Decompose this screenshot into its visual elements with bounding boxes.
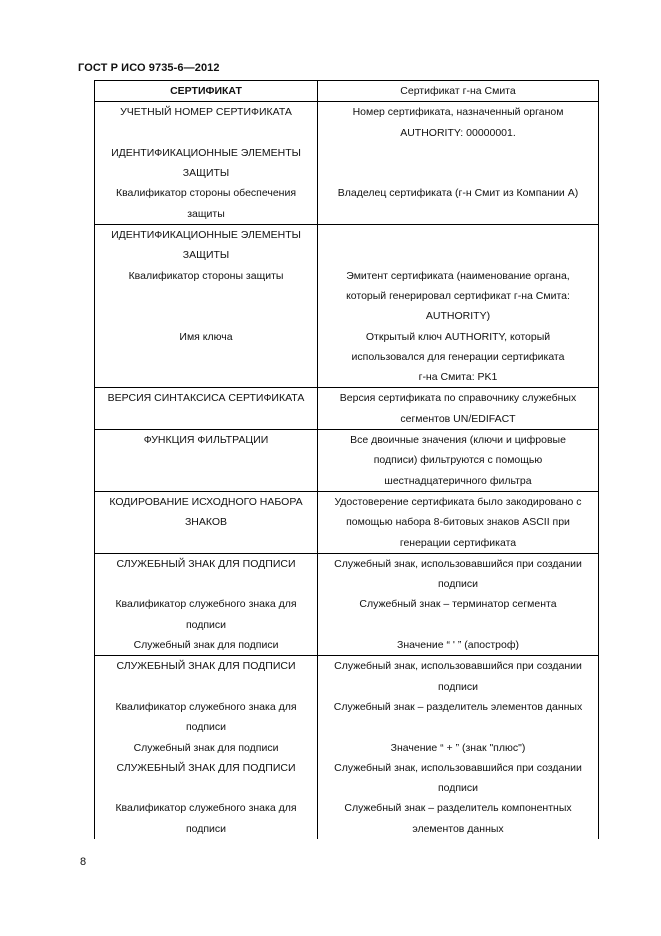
cell-line: который генерировал сертификат г-на Смита: [346, 289, 570, 302]
cell-line: Служебный знак, использовавшийся при создании [334, 761, 582, 774]
table-row [95, 430, 599, 492]
cell-line: использовался для генерации сертификата [351, 350, 565, 363]
cell-line: Квалификатор стороны защиты [128, 269, 284, 282]
cell-line: Квалификатор служебного знака для [115, 802, 297, 815]
cell-line [98, 471, 314, 491]
cell-line: СЛУЖЕБНЫЙ ЗНАК ДЛЯ ПОДПИСИ [116, 557, 296, 570]
cell-line: ЗНАКОВ [184, 516, 228, 529]
table-row [95, 388, 599, 430]
cell-line: Квалификатор стороны обеспечения [115, 187, 297, 200]
cell-line: Открытый ключ AUTHORITY, который [365, 330, 551, 343]
table-row [95, 553, 599, 655]
column-header-left: СЕРТИФИКАТ [95, 81, 318, 102]
cell-line: подписи [185, 822, 227, 835]
table-cell-left [95, 553, 318, 655]
cell-line: AUTHORITY) [425, 310, 491, 323]
cell-line: УЧЕТНЫЙ НОМЕР СЕРТИФИКАТА [120, 106, 292, 119]
table-row [95, 491, 599, 553]
cell-line: AUTHORITY: 00000001. [400, 126, 516, 139]
cell-line: Удостоверение сертификата было закодировано с [334, 495, 582, 508]
cell-line: подписи [437, 782, 479, 795]
table-cell-left [95, 430, 318, 492]
table-cell-right [318, 491, 599, 553]
certificate-table [94, 80, 599, 839]
cell-line: защиты [187, 207, 225, 220]
table-cell-right [318, 553, 599, 655]
table-cell-right [318, 225, 599, 388]
cell-line: Квалификатор служебного знака для [115, 598, 297, 611]
cell-line: Версия сертификата по справочнику служебных [339, 392, 577, 405]
cell-line: Служебный знак, использовавшийся при создании [334, 557, 582, 570]
cell-line: ВЕРСИЯ СИНТАКСИСА СЕРТИФИКАТА [107, 392, 305, 405]
cell-line: Служебный знак – разделитель компонентных [344, 802, 572, 815]
page-number: 8 [80, 856, 87, 868]
cell-line [98, 533, 314, 553]
cell-line [321, 204, 595, 224]
cell-line [98, 409, 314, 429]
cell-line: подписи [185, 618, 227, 631]
table-row [95, 102, 599, 225]
cell-line: СЛУЖЕБНЫЙ ЗНАК ДЛЯ ПОДПИСИ [116, 761, 296, 774]
cell-line: Служебный знак для подписи [133, 639, 279, 652]
cell-line [98, 574, 314, 594]
cell-line: Имя ключа [179, 330, 233, 343]
cell-line: Значение “ + ” (знак "плюс") [390, 741, 526, 754]
table-cell-left [95, 656, 318, 839]
table-cell-right [318, 656, 599, 839]
cell-line [98, 347, 314, 367]
cell-line: Значение “ ' ” (апостроф) [397, 639, 519, 652]
cell-line: подписи) фильтруются с помощью [373, 454, 543, 467]
cell-line: Служебный знак, использовавшийся при создании [334, 660, 582, 673]
cell-line: подписи [437, 578, 479, 591]
cell-line: Эмитент сертификата (наименование органа, [346, 269, 570, 282]
cell-line: ФУНКЦИЯ ФИЛЬТРАЦИИ [143, 434, 269, 447]
cell-line: Номер сертификата, назначенный органом [352, 106, 564, 119]
table-row [95, 225, 599, 388]
cell-line: ЗАЩИТЫ [182, 167, 230, 180]
cell-line: Служебный знак – терминатор сегмента [359, 598, 557, 611]
cell-line: шестнадцатеричного фильтра [384, 474, 532, 487]
cell-line: СЛУЖЕБНЫЙ ЗНАК ДЛЯ ПОДПИСИ [116, 660, 296, 673]
cell-line: ЗАЩИТЫ [182, 249, 230, 262]
cell-line: Владелец сертификата (г-н Смит из Компании А) [337, 187, 579, 200]
cell-line [321, 717, 595, 737]
column-header-right: Сертификат г-на Смита [318, 81, 599, 102]
cell-line [98, 306, 314, 326]
cell-line: Служебный знак для подписи [133, 741, 279, 754]
cell-line: ИДЕНТИФИКАЦИОННЫЕ ЭЛЕМЕНТЫ [111, 146, 301, 159]
cell-line: Служебный знак – разделитель элементов данных [333, 700, 583, 713]
cell-line [321, 225, 595, 245]
cell-line [321, 615, 595, 635]
cell-line [321, 143, 595, 163]
cell-line: ИДЕНТИФИКАЦИОННЫЕ ЭЛЕМЕНТЫ [111, 229, 301, 242]
cell-line: г-на Смита: PK1 [418, 371, 498, 384]
cell-line: элементов данных [412, 822, 504, 835]
table-cell-right [318, 430, 599, 492]
cell-line [321, 245, 595, 265]
cell-line [321, 163, 595, 183]
cell-line: помощью набора 8-битовых знаков ASCII при [346, 516, 570, 529]
table-cell-right [318, 102, 599, 225]
table-header-row [95, 81, 599, 102]
table-cell-right [318, 388, 599, 430]
table-cell-left [95, 491, 318, 553]
table-row [95, 656, 599, 839]
table-cell-left [95, 102, 318, 225]
cell-line [98, 123, 314, 143]
table-cell-left [95, 225, 318, 388]
table-cell-left [95, 388, 318, 430]
cell-line: Все двоичные значения (ключи и цифровые [350, 434, 566, 447]
cell-line [98, 367, 314, 387]
cell-line [98, 677, 314, 697]
cell-line [98, 450, 314, 470]
document-header: ГОСТ Р ИСО 9735-6—2012 [78, 62, 220, 74]
cell-line: подписи [437, 680, 479, 693]
cell-line: КОДИРОВАНИЕ ИСХОДНОГО НАБОРА [109, 495, 303, 508]
cell-line [98, 778, 314, 798]
cell-line: Квалификатор служебного знака для [115, 700, 297, 713]
cell-line: подписи [185, 721, 227, 734]
cell-line: сегментов UN/EDIFACT [400, 412, 516, 425]
cell-line: генерации сертификата [399, 536, 517, 549]
cell-line [98, 286, 314, 306]
